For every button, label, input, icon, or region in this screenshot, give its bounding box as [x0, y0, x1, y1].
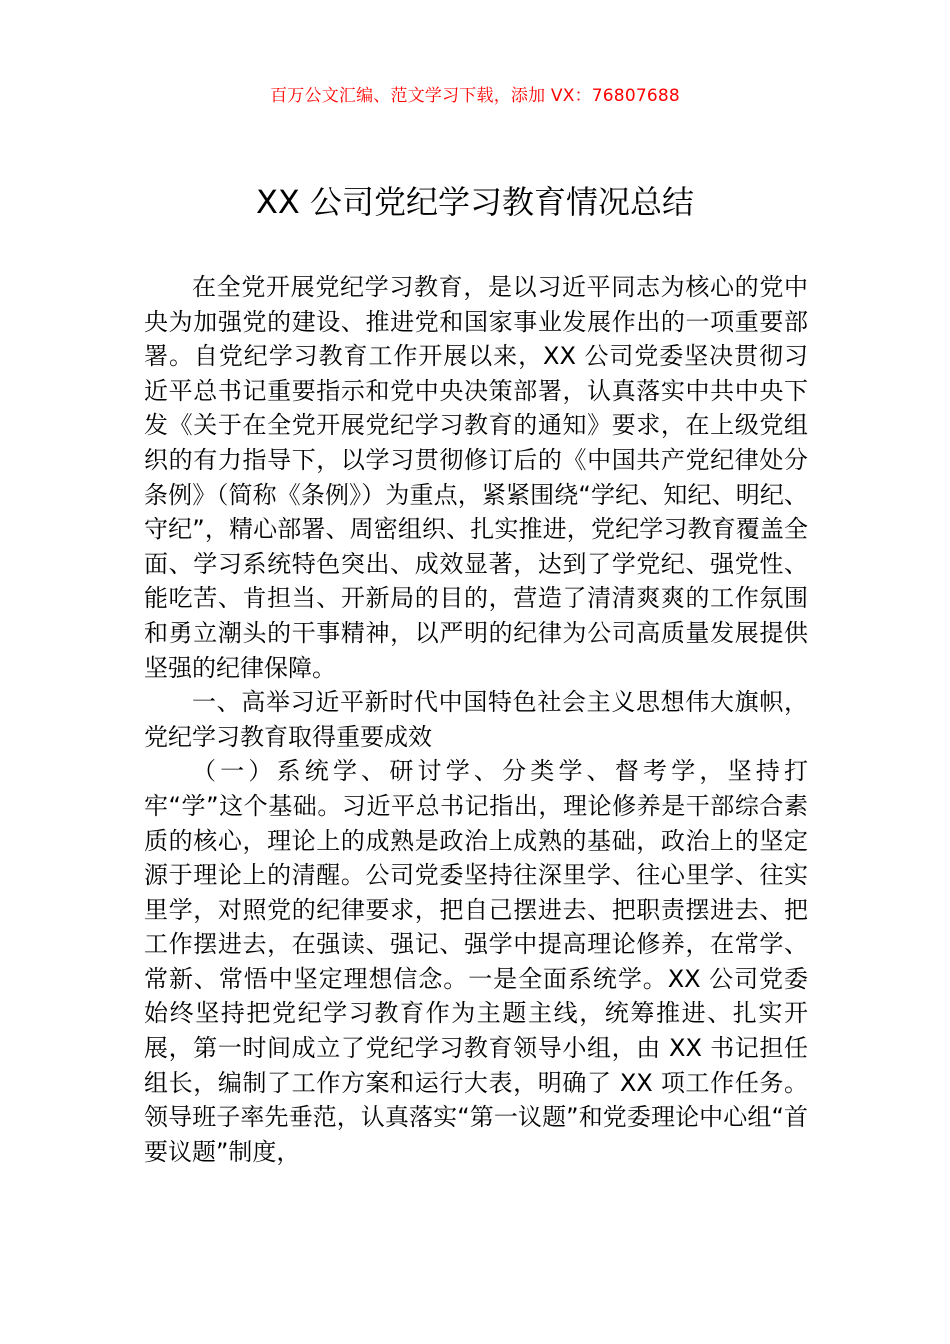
subsection-paragraph-1: （一）系统学、研讨学、分类学、督考学，坚持打牢“学”这个基础。习近平总书记指出，理论修养是干部综合素质的核心，理论上的成熟是政治上成熟的基础，政治上的坚定源于理论上的清醒。公司党委坚持往深里学、往心里学、往实里学，对照党的纪律要求，把自己摆进去、把职责摆进去、把工作摆进去，在强读、强记、强学中提高理论修养，在常学、常新、常悟中坚定理想信念。一是全面系统学。XX 公司党委始终坚持把党纪学习教育作为主题主线，统筹推进、扎实开展，第一时间成立了党纪学习教育领导小组，由 XX 书记担任组长，编制了工作方案和运行大表，明确了 XX 项工作任务。领导班子率先垂范，认真落实“第一议题”和党委理论中心组“首要议题”制度，	[144, 757, 808, 1166]
header-banner: 百万公文汇编、范文学习下载，添加 VX：76807688	[270, 86, 680, 106]
document-title: XX 公司党纪学习教育情况总结	[255, 183, 695, 221]
section-heading-1: 一、高举习近平新时代中国特色社会主义思想伟大旗帜，党纪学习教育取得重要成效	[144, 688, 808, 751]
document-body	[144, 270, 808, 1169]
intro-paragraph: 在全党开展党纪学习教育，是以习近平同志为核心的党中央为加强党的建设、推进党和国家事业发展作出的一项重要部署。自党纪学习教育工作开展以来，XX 公司党委坚决贯彻习近平总书记重要指示和党中央决策部署，认真落实中共中央下发《关于在全党开展党纪学习教育的通知》要求，在上级党组织的有力指导下，以学习贯彻修订后的《中国共产党纪律处分条例》（简称《条例》）为重点，紧紧围绕“学纪、知纪、明纪、守纪”，精心部署、周密组织、扎实推进，党纪学习教育覆盖全面、学习系统特色突出、成效显著，达到了学党纪、强党性、能吃苦、肯担当、开新局的目的，营造了清清爽爽的工作氛围和勇立潮头的干事精神，以严明的纪律为公司高质量发展提供坚强的纪律保障。	[144, 273, 808, 682]
